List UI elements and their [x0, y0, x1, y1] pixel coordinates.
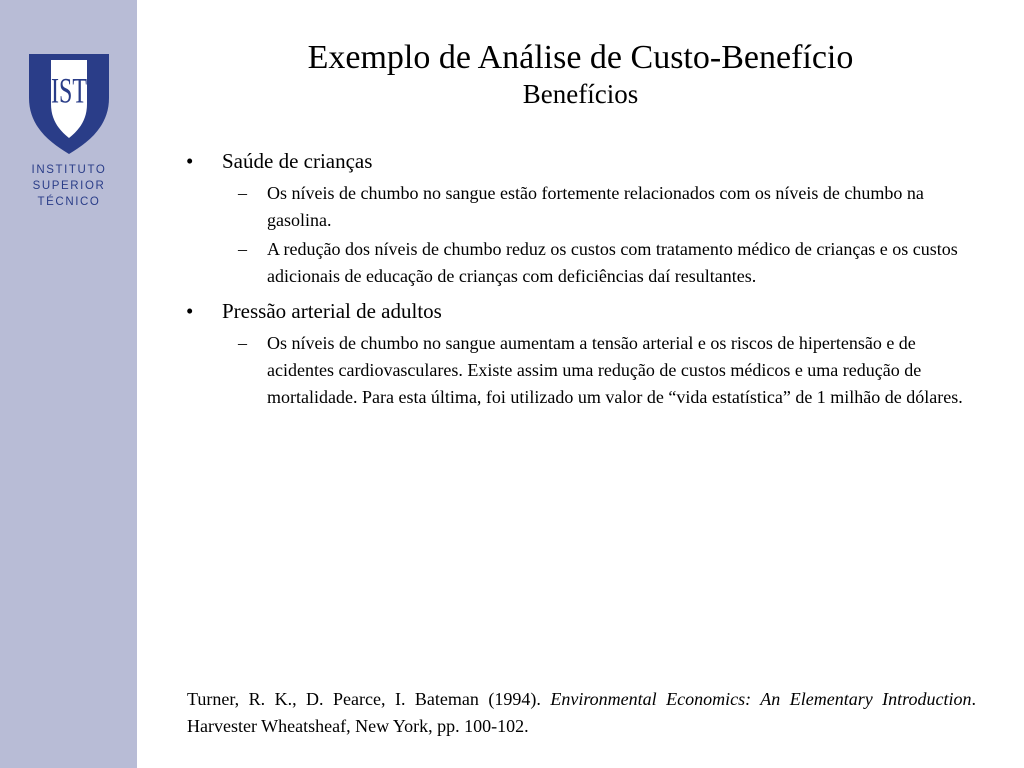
subitem-list — [186, 330, 976, 411]
sub-item — [186, 180, 976, 234]
sidebar — [0, 0, 137, 768]
bullet-item — [186, 148, 976, 174]
sub-item — [186, 330, 976, 411]
reference-book-title: Environmental Economics: An Elementary Introduction — [550, 689, 972, 709]
bullet-group — [186, 148, 976, 290]
bullet-group — [186, 298, 976, 411]
ist-logo — [24, 50, 114, 215]
bullet-marker: • — [186, 299, 194, 323]
slide-content — [186, 148, 976, 419]
sub-item — [186, 236, 976, 290]
logo-monogram: IST — [51, 70, 87, 111]
reference-authors: Turner, R. K., D. Pearce, I. Bateman (1994). — [187, 689, 551, 709]
logo-line: INSTITUTO — [31, 164, 107, 176]
reference-citation — [187, 686, 976, 740]
bullet-item — [186, 298, 976, 324]
bullet-marker: • — [186, 149, 194, 173]
bullet-text: Saúde de crianças — [222, 149, 373, 173]
sub-item-text: A redução dos níveis de chumbo reduz os custos com tratamento médico de crianças e os custos adicionais de educação de crianças com deficiências daí resultantes. — [267, 239, 958, 286]
bullet-text: Pressão arterial de adultos — [222, 299, 442, 323]
logo-wordmark — [24, 162, 114, 210]
subitem-list — [186, 180, 976, 290]
logo-line: TÉCNICO — [37, 196, 101, 208]
sub-item-text: Os níveis de chumbo no sangue estão fortemente relacionados com os níveis de chumbo na gasolina. — [267, 183, 924, 230]
slide-title: Exemplo de Análise de Custo-Benefício — [307, 39, 854, 76]
title-block — [137, 38, 1024, 110]
sub-item-marker: – — [238, 333, 247, 353]
logo-line: SUPERIOR — [32, 180, 106, 192]
sub-item-marker: – — [238, 239, 247, 259]
reference-publisher: . Harvester Wheatsheaf, New York, pp. 100-102. — [187, 689, 977, 736]
sub-item-text: Os níveis de chumbo no sangue aumentam a tensão arterial e os riscos de hipertensão e de acidentes cardiovasculares. Existe assim uma redução de custos médicos e uma redução de mortalidade. Para esta última, foi utilizado um valor de “vida estatística” de 1 milhão de dólares. — [267, 333, 963, 407]
shield-icon — [24, 50, 114, 156]
sub-item-marker: – — [238, 183, 247, 203]
slide-subtitle: Benefícios — [522, 79, 639, 109]
